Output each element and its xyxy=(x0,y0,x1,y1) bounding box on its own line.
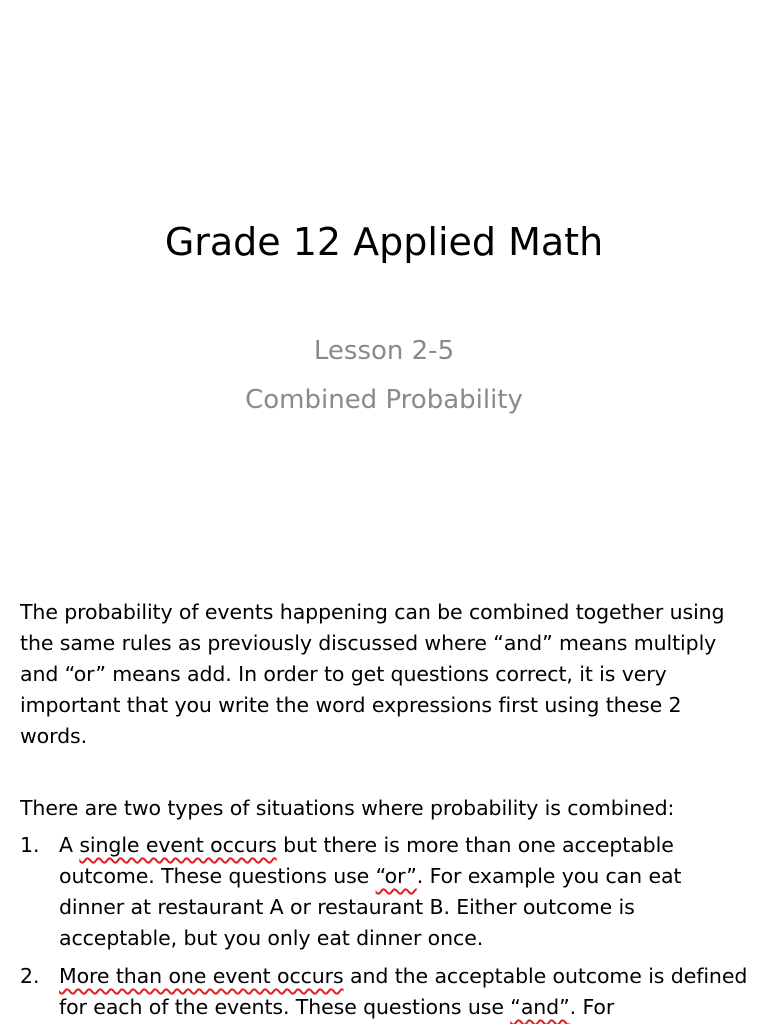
list-item xyxy=(20,961,750,1023)
content-slide xyxy=(0,597,768,1024)
lesson-number: Lesson 2-5 xyxy=(313,336,455,366)
list-number: 1. xyxy=(20,833,40,857)
page-title: Grade 12 Applied Math xyxy=(164,220,604,264)
text-segment: but there is more than one acceptable outcome. These questions use xyxy=(59,833,674,888)
list-number: 2. xyxy=(20,964,40,988)
underlined-keyword: “or” xyxy=(375,864,417,888)
lesson-topic: Combined Probability xyxy=(245,385,523,415)
text-segment: . For example you can eat dinner at restaurant A or restaurant B. Either outcome is acceptable, but you only eat dinner once. xyxy=(59,864,682,950)
text-segment: . For xyxy=(569,995,615,1019)
lead-sentence: There are two types of situations where probability is combined: xyxy=(20,796,675,820)
underlined-phrase: single event occurs xyxy=(79,833,277,857)
list-item-text xyxy=(59,961,750,1023)
list-item xyxy=(20,830,750,954)
list-item-text xyxy=(59,830,750,954)
underlined-keyword: “and” xyxy=(510,995,570,1019)
text-segment: A xyxy=(59,833,80,857)
intro-paragraph: The probability of events happening can be combined together using the same rules as previously discussed where “and” means multiply and “or” means add. In order to get questions correct, it is very important that you write the word expressions first using these 2 words. xyxy=(20,600,725,748)
underlined-phrase: More than one event occurs xyxy=(59,964,344,988)
text-segment: and the acceptable outcome is defined for each of the events. These questions use xyxy=(59,964,748,1019)
